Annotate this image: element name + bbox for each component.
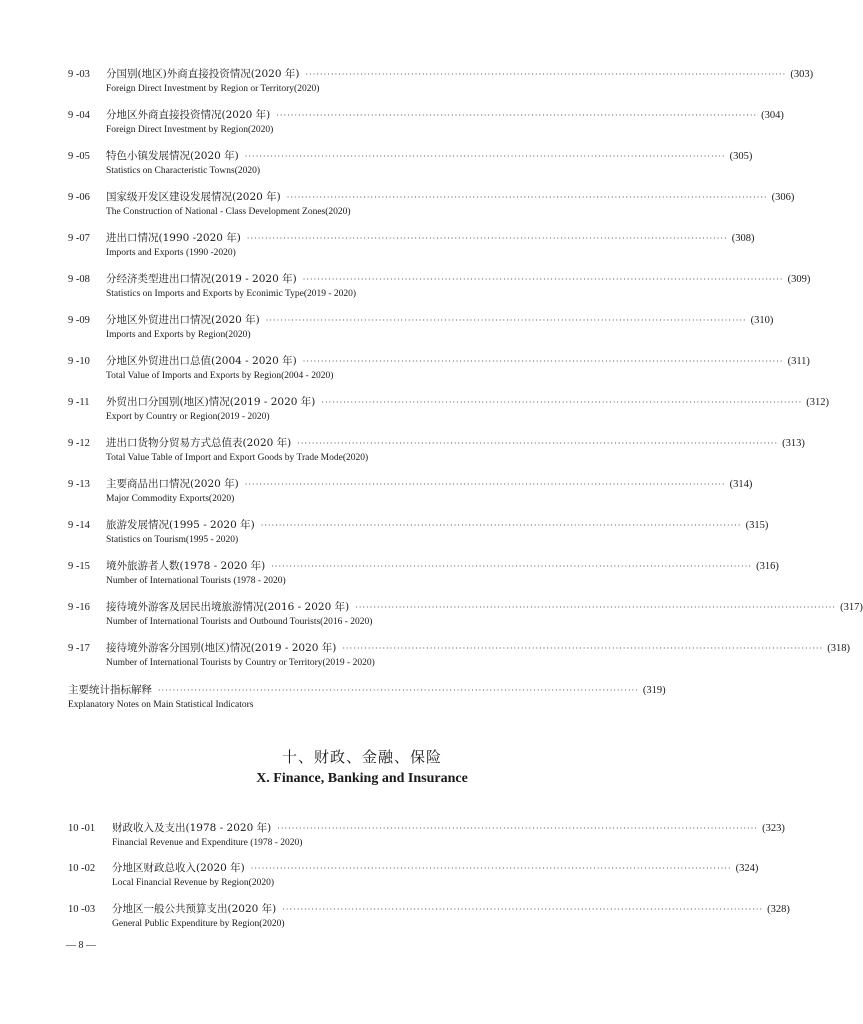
entry-title-en: Number of International Tourists and Outbound Tourists(2016 - 2020) bbox=[106, 617, 373, 627]
entry-number: 9 -14 bbox=[68, 520, 90, 531]
entry-page: (313) bbox=[782, 438, 805, 449]
entry-title-en: Statistics on Characteristic Towns(2020) bbox=[106, 166, 261, 176]
entry-title-zh: 主要商品出口情况(2020 年) bbox=[106, 478, 239, 490]
entry-title-zh: 进出口货物分贸易方式总值表(2020 年) bbox=[106, 437, 292, 449]
entry-number: 10 -03 bbox=[68, 904, 96, 915]
entry-page: (304) bbox=[761, 110, 784, 121]
toc-entry[interactable] bbox=[68, 353, 810, 383]
entry-number: 9 -08 bbox=[68, 274, 90, 285]
entry-page: (323) bbox=[762, 823, 785, 834]
entry-page: (308) bbox=[731, 233, 755, 244]
dot-leader: ···································································································································· bbox=[302, 357, 784, 366]
entry-title-en: Total Value Table of Import and Export Goods by Trade Mode(2020) bbox=[106, 453, 369, 463]
entry-page: (328) bbox=[767, 904, 790, 915]
dot-leader: ···································································································································· bbox=[260, 521, 742, 530]
page-number: — 8 — bbox=[66, 940, 96, 951]
entry-title-en: General Public Expenditure by Region(2020) bbox=[112, 919, 285, 929]
dot-leader: ···································································································································· bbox=[265, 316, 747, 325]
toc-entry[interactable] bbox=[68, 394, 830, 424]
entry-title-zh: 接待境外游客分国别(地区)情况(2019 - 2020 年) bbox=[106, 642, 337, 654]
entry-title-en: Total Value of Imports and Exports by Region(2004 - 2020) bbox=[106, 371, 334, 381]
entry-title-zh: 主要统计指标解释 bbox=[68, 684, 152, 696]
entry-title-zh: 分国别(地区)外商直接投资情况(2020 年) bbox=[106, 68, 300, 80]
entry-title-zh: 进出口情况(1990 -2020 年) bbox=[106, 232, 241, 244]
entry-title-zh: 特色小镇发展情况(2020 年) bbox=[106, 150, 239, 162]
entry-title-zh: 国家级开发区建设发展情况(2020 年) bbox=[106, 191, 281, 203]
entry-title-en: Number of International Tourists (1978 - 2020) bbox=[106, 576, 286, 586]
entry-title-en: Financial Revenue and Expenditure (1978 - 2020) bbox=[112, 838, 303, 848]
entry-title-en: Imports and Exports by Region(2020) bbox=[106, 330, 251, 340]
entry-number: 9 -16 bbox=[68, 602, 90, 613]
toc-entry[interactable] bbox=[68, 517, 769, 547]
toc-entry[interactable] bbox=[68, 640, 851, 670]
entry-number: 9 -10 bbox=[68, 356, 90, 367]
entry-title-zh: 分地区外贸进出口情况(2020 年) bbox=[106, 314, 260, 326]
toc-entry[interactable] bbox=[68, 189, 795, 219]
entry-number: 9 -03 bbox=[68, 69, 90, 80]
entry-title-en: Major Commodity Exports(2020) bbox=[106, 494, 235, 504]
entry-title-en: Statistics on Imports and Exports by Econimic Type(2019 - 2020) bbox=[106, 289, 357, 299]
entry-title-zh: 分地区一般公共预算支出(2020 年) bbox=[112, 903, 277, 915]
toc-entry[interactable] bbox=[68, 312, 774, 342]
dot-leader: ···································································································································· bbox=[244, 480, 726, 489]
entry-number: 9 -11 bbox=[68, 397, 90, 408]
toc-entry[interactable] bbox=[68, 558, 779, 588]
entry-number: 9 -15 bbox=[68, 561, 90, 572]
entry-title-en: The Construction of National - Class Development Zones(2020) bbox=[106, 207, 351, 217]
entry-page: (310) bbox=[750, 315, 774, 326]
dot-leader: ···································································································································· bbox=[302, 275, 784, 284]
entry-title-en: Number of International Tourists by Country or Territory(2019 - 2020) bbox=[106, 658, 375, 668]
entry-page: (316) bbox=[756, 561, 779, 572]
entry-number: 10 -02 bbox=[68, 863, 96, 874]
entry-page: (315) bbox=[745, 520, 769, 531]
entry-title-en: Foreign Direct Investment by Region or Territory(2020) bbox=[106, 84, 320, 94]
section-title-en: X. Finance, Banking and Insurance bbox=[256, 771, 468, 786]
entry-title-zh: 接待境外游客及居民出境旅游情况(2016 - 2020 年) bbox=[106, 601, 350, 613]
toc-entry[interactable] bbox=[68, 476, 753, 506]
dot-leader: ···································································································································· bbox=[246, 234, 728, 243]
entry-number: 9 -04 bbox=[68, 110, 90, 121]
entry-title-en: Local Financial Revenue by Region(2020) bbox=[112, 878, 274, 888]
entry-title-zh: 境外旅游者人数(1978 - 2020 年) bbox=[106, 560, 266, 572]
toc-entry[interactable] bbox=[68, 148, 753, 178]
section-title-zh: 十、财政、金融、保险 bbox=[281, 748, 442, 766]
dot-leader: ···································································································································· bbox=[342, 644, 824, 653]
toc-entry[interactable] bbox=[68, 230, 755, 260]
dot-leader: ···································································································································· bbox=[271, 562, 753, 571]
dot-leader: ···································································································································· bbox=[286, 193, 768, 202]
entry-page: (319) bbox=[642, 685, 666, 696]
dot-leader: ···································································································································· bbox=[250, 864, 732, 873]
entry-title-zh: 分地区外贸进出口总值(2004 - 2020 年) bbox=[106, 355, 297, 367]
dot-leader: ···································································································································· bbox=[244, 152, 726, 161]
toc-entry[interactable] bbox=[68, 435, 805, 465]
entry-page: (311) bbox=[787, 356, 810, 367]
dot-leader: ···································································································································· bbox=[276, 111, 758, 120]
dot-leader: ···································································································································· bbox=[297, 439, 779, 448]
entry-page: (314) bbox=[729, 479, 753, 490]
dot-leader: ···································································································································· bbox=[305, 70, 787, 79]
toc-entry[interactable] bbox=[68, 66, 814, 96]
entry-title-zh: 财政收入及支出(1978 - 2020 年) bbox=[112, 822, 272, 834]
entry-title-zh: 分经济类型进出口情况(2019 - 2020 年) bbox=[106, 273, 297, 285]
dot-leader: ···································································································································· bbox=[282, 905, 764, 914]
entry-number: 9 -07 bbox=[68, 233, 90, 244]
entry-page: (312) bbox=[806, 397, 830, 408]
entry-title-zh: 分地区外商直接投资情况(2020 年) bbox=[106, 109, 271, 121]
toc-entry[interactable] bbox=[68, 820, 785, 850]
dot-leader: ···································································································································· bbox=[355, 603, 837, 612]
entry-page: (317) bbox=[840, 602, 863, 613]
toc-entry[interactable] bbox=[68, 599, 863, 629]
toc-entry-notes[interactable] bbox=[68, 682, 666, 712]
entry-number: 9 -13 bbox=[68, 479, 90, 490]
entry-title-en: Statistics on Tourism(1995 - 2020) bbox=[106, 535, 239, 545]
toc-entry[interactable] bbox=[68, 901, 790, 931]
dot-leader: ···································································································································· bbox=[277, 824, 759, 833]
entry-page: (309) bbox=[787, 274, 811, 285]
dot-leader: ···································································································································· bbox=[158, 686, 639, 695]
entry-title-en: Imports and Exports (1990 -2020) bbox=[106, 248, 236, 258]
entry-title-zh: 外贸出口分国别(地区)情况(2019 - 2020 年) bbox=[106, 396, 316, 408]
entry-number: 9 -17 bbox=[68, 643, 90, 654]
entry-title-en: Foreign Direct Investment by Region(2020) bbox=[106, 125, 274, 135]
entry-page: (324) bbox=[735, 863, 759, 874]
toc-entry[interactable] bbox=[68, 271, 811, 301]
entry-title-en: Explanatory Notes on Main Statistical Indicators bbox=[68, 700, 254, 710]
dot-leader: ···································································································································· bbox=[321, 398, 803, 407]
entry-title-en: Export by Country or Region(2019 - 2020) bbox=[106, 412, 270, 422]
entry-page: (306) bbox=[771, 192, 795, 203]
entry-title-zh: 分地区财政总收入(2020 年) bbox=[112, 862, 245, 874]
entry-number: 9 -06 bbox=[68, 192, 90, 203]
toc-entry[interactable] bbox=[68, 107, 784, 137]
entry-page: (318) bbox=[827, 643, 851, 654]
entry-number: 9 -12 bbox=[68, 438, 90, 449]
entry-page: (305) bbox=[729, 151, 753, 162]
entry-title-zh: 旅游发展情况(1995 - 2020 年) bbox=[106, 519, 255, 531]
entry-page: (303) bbox=[790, 69, 814, 80]
entry-number: 10 -01 bbox=[68, 823, 96, 834]
toc-entry[interactable] bbox=[68, 860, 759, 890]
entry-number: 9 -09 bbox=[68, 315, 90, 326]
entry-number: 9 -05 bbox=[68, 151, 90, 162]
